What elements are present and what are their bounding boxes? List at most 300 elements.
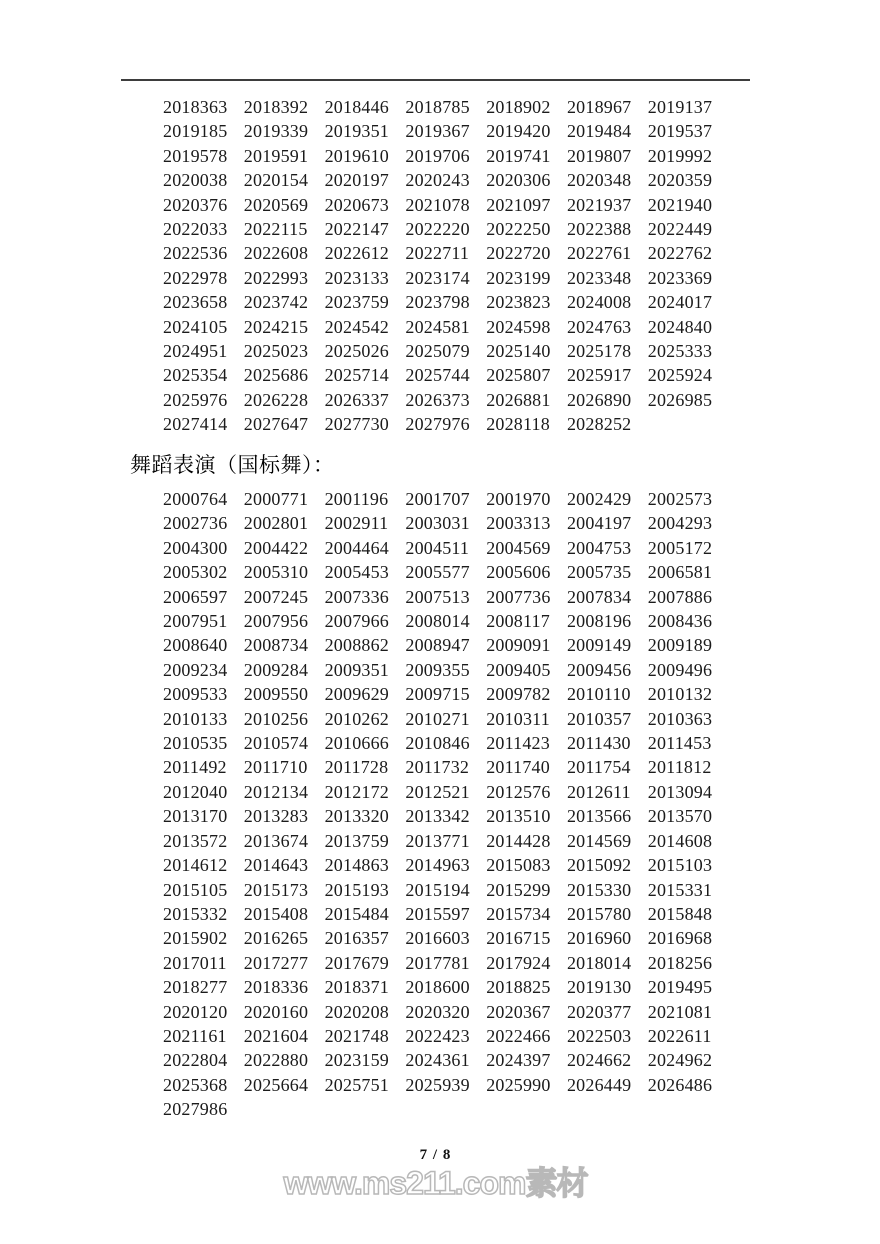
candidate-number: 2019807 [566, 145, 632, 166]
candidate-number: 2007966 [324, 611, 389, 632]
candidate-number-row [163, 633, 729, 657]
candidate-number: 2028118 [486, 414, 550, 435]
candidate-number-row [163, 731, 729, 755]
candidate-number: 2012611 [566, 781, 631, 802]
candidate-number: 2022993 [243, 267, 309, 288]
candidate-number: 2012172 [324, 781, 389, 802]
candidate-number-row [163, 829, 729, 853]
candidate-number: 2004300 [163, 537, 228, 558]
candidate-number: 2004422 [243, 537, 309, 558]
candidate-number-row [163, 755, 729, 779]
candidate-number: 2024581 [405, 316, 470, 337]
candidate-number-row [163, 119, 729, 143]
candidate-number: 2015848 [647, 903, 713, 924]
candidate-number: 2019495 [647, 977, 713, 998]
candidate-number: 2013771 [405, 830, 470, 851]
candidate-number: 2020243 [405, 170, 470, 191]
candidate-number: 2013342 [405, 806, 470, 827]
candidate-number: 2002911 [324, 513, 389, 534]
candidate-number: 2025079 [405, 341, 470, 362]
candidate-number: 2021081 [647, 1001, 713, 1022]
candidate-number: 2025990 [486, 1074, 551, 1095]
candidate-number: 2022720 [486, 243, 551, 264]
candidate-number: 2011423 [486, 733, 550, 754]
candidate-number: 2022503 [566, 1025, 632, 1046]
candidate-number: 2023133 [324, 267, 389, 288]
candidate-number: 2027730 [324, 414, 389, 435]
candidate-number-row [163, 315, 729, 339]
candidate-number: 2018392 [243, 97, 309, 117]
candidate-number: 2004569 [486, 537, 551, 558]
candidate-number: 2026985 [647, 389, 713, 410]
candidate-number: 2013094 [647, 781, 713, 802]
candidate-number: 2021937 [566, 194, 632, 215]
candidate-number: 2014963 [405, 855, 470, 876]
candidate-number: 2023199 [486, 267, 551, 288]
candidate-number: 2018967 [566, 97, 632, 117]
candidate-number: 2013566 [566, 806, 632, 827]
candidate-number: 2015330 [566, 879, 632, 900]
candidate-number: 2014863 [324, 855, 389, 876]
candidate-number: 2016960 [566, 928, 632, 949]
candidate-number-row [163, 266, 729, 290]
candidate-number: 2022220 [405, 219, 470, 240]
candidate-number: 2009715 [405, 684, 470, 705]
candidate-number: 2002573 [647, 489, 713, 509]
candidate-number: 2022880 [243, 1050, 309, 1071]
candidate-number: 2023798 [405, 292, 470, 313]
candidate-number: 2009405 [486, 659, 551, 680]
candidate-number: 2008862 [324, 635, 389, 656]
candidate-number: 2023159 [324, 1050, 389, 1071]
candidate-number: 2024017 [647, 292, 713, 313]
candidate-number: 2010574 [243, 733, 309, 754]
candidate-number: 2007886 [647, 586, 713, 607]
candidate-number: 2007956 [243, 611, 309, 632]
candidate-number: 2011812 [647, 757, 712, 778]
candidate-number: 2015902 [163, 928, 228, 949]
candidate-number: 2018600 [405, 977, 470, 998]
candidate-number: 2026890 [566, 389, 632, 410]
candidate-number: 2015105 [163, 879, 228, 900]
candidate-number: 2022761 [566, 243, 632, 264]
candidate-number: 2022388 [566, 219, 632, 240]
candidate-number: 2005302 [163, 562, 228, 583]
candidate-number-row [163, 902, 729, 926]
candidate-number-row [163, 878, 729, 902]
candidate-number-row [163, 585, 729, 609]
candidate-number: 2019420 [486, 121, 551, 142]
candidate-number: 2019351 [324, 121, 389, 142]
candidate-number: 2004464 [324, 537, 389, 558]
candidate-number: 2009149 [566, 635, 632, 656]
candidate-number: 2015194 [405, 879, 470, 900]
candidate-number: 2007951 [163, 611, 228, 632]
candidate-number: 2019992 [647, 145, 713, 166]
candidate-number: 2009091 [486, 635, 551, 656]
candidate-number: 2010271 [405, 708, 470, 729]
candidate-number: 2019367 [405, 121, 470, 142]
candidate-number: 2008947 [405, 635, 470, 656]
candidate-number: 2003313 [486, 513, 551, 534]
candidate-number: 2010256 [243, 708, 309, 729]
candidate-number: 2019578 [163, 145, 228, 166]
candidate-number: 2022612 [324, 243, 389, 264]
candidate-number: 2011732 [405, 757, 470, 778]
candidate-number: 2024763 [566, 316, 632, 337]
candidate-number: 2005310 [243, 562, 309, 583]
candidate-number: 2008640 [163, 635, 228, 656]
candidate-number: 2022250 [486, 219, 551, 240]
candidate-number: 2008196 [566, 611, 632, 632]
candidate-number: 2004293 [647, 513, 713, 534]
candidate-number: 2015193 [324, 879, 389, 900]
candidate-number: 2004511 [405, 537, 470, 558]
candidate-number-row [163, 951, 729, 975]
candidate-number: 2020320 [405, 1001, 470, 1022]
candidate-number: 2006597 [163, 586, 228, 607]
candidate-number: 2019185 [163, 121, 228, 142]
candidate-number-row [163, 193, 729, 217]
candidate-number: 2000764 [163, 489, 228, 509]
candidate-number: 2022147 [324, 219, 389, 240]
candidate-number: 2015083 [486, 855, 551, 876]
candidate-number: 2025751 [324, 1074, 389, 1095]
candidate-number: 2015331 [647, 879, 713, 900]
candidate-number: 2025354 [163, 365, 228, 386]
candidate-number: 2013510 [486, 806, 551, 827]
candidate-number-row [163, 487, 729, 511]
candidate-number: 2020377 [566, 1001, 632, 1022]
candidate-number: 2015780 [566, 903, 632, 924]
candidate-number: 2018363 [163, 97, 228, 117]
candidate-number: 2027647 [243, 414, 309, 435]
candidate-number-row [163, 1097, 729, 1121]
candidate-number: 2026373 [405, 389, 470, 410]
candidate-number-row [163, 1000, 729, 1024]
candidate-number: 2022611 [647, 1025, 712, 1046]
candidate-number: 2013674 [243, 830, 309, 851]
candidate-number: 2020208 [324, 1001, 389, 1022]
candidate-number: 2011728 [324, 757, 389, 778]
candidate-number-grid-ballroom [163, 487, 729, 1122]
candidate-number: 2015484 [324, 903, 389, 924]
candidate-number: 2005606 [486, 562, 551, 583]
candidate-number: 2010262 [324, 708, 389, 729]
candidate-number: 2018902 [486, 97, 551, 117]
candidate-number: 2011754 [566, 757, 631, 778]
candidate-number: 2024962 [647, 1050, 713, 1071]
candidate-number: 2009456 [566, 659, 632, 680]
candidate-number-row [163, 1024, 729, 1048]
candidate-number: 2012576 [486, 781, 551, 802]
candidate-number: 2001970 [486, 489, 551, 509]
candidate-number: 2020348 [566, 170, 632, 191]
candidate-number-row [163, 975, 729, 999]
candidate-number: 2007245 [243, 586, 309, 607]
candidate-number-row [163, 1048, 729, 1072]
candidate-number: 2024008 [566, 292, 632, 313]
candidate-number: 2026449 [566, 1074, 632, 1095]
candidate-number: 2019706 [405, 145, 470, 166]
candidate-number: 2025917 [566, 365, 632, 386]
section-heading-ballroom-dance: 舞蹈表演（国标舞）： [130, 453, 335, 477]
candidate-number-row [163, 290, 729, 314]
candidate-number-row [163, 412, 729, 436]
candidate-number: 2014569 [566, 830, 632, 851]
candidate-number: 2011492 [163, 757, 227, 778]
candidate-number: 2019741 [486, 145, 551, 166]
candidate-number: 2019130 [566, 977, 632, 998]
candidate-number-row [163, 682, 729, 706]
candidate-number-row [163, 536, 729, 560]
candidate-number-row [163, 926, 729, 950]
candidate-number: 2004753 [566, 537, 632, 558]
candidate-number: 2022762 [647, 243, 713, 264]
candidate-number: 2025333 [647, 341, 713, 362]
candidate-number: 2025178 [566, 341, 632, 362]
candidate-number: 2005577 [405, 562, 470, 583]
candidate-number: 2001196 [324, 489, 389, 509]
candidate-number: 2020569 [243, 194, 309, 215]
candidate-number: 2011740 [486, 757, 550, 778]
candidate-number: 2019339 [243, 121, 309, 142]
candidate-number: 2020160 [243, 1001, 309, 1022]
candidate-number: 2017011 [163, 952, 227, 973]
candidate-number: 2024397 [486, 1050, 551, 1071]
candidate-number: 2019591 [243, 145, 309, 166]
candidate-number-row [163, 339, 729, 363]
candidate-number: 2010535 [163, 733, 228, 754]
candidate-number: 2014608 [647, 830, 713, 851]
candidate-number: 2010363 [647, 708, 713, 729]
candidate-number: 2020367 [486, 1001, 551, 1022]
candidate-number: 2022033 [163, 219, 228, 240]
candidate-number-row [163, 658, 729, 682]
candidate-number: 2018371 [324, 977, 389, 998]
candidate-number: 2024361 [405, 1050, 470, 1071]
candidate-number: 2017924 [486, 952, 551, 973]
candidate-number: 2013283 [243, 806, 309, 827]
candidate-number: 2014428 [486, 830, 551, 851]
candidate-number: 2022978 [163, 267, 228, 288]
candidate-number: 2025714 [324, 365, 389, 386]
candidate-number: 2015597 [405, 903, 470, 924]
candidate-number: 2025924 [647, 365, 713, 386]
candidate-number: 2020359 [647, 170, 713, 191]
candidate-number: 2011710 [243, 757, 308, 778]
candidate-number: 2024598 [486, 316, 551, 337]
candidate-number: 2017277 [243, 952, 309, 973]
candidate-number: 2024542 [324, 316, 389, 337]
candidate-number-row [163, 363, 729, 387]
page-number: 7 / 8 [419, 1147, 452, 1163]
candidate-number: 2010110 [566, 684, 631, 705]
candidate-number: 2015332 [163, 903, 228, 924]
candidate-number: 2024215 [243, 316, 309, 337]
candidate-number: 2021161 [163, 1025, 227, 1046]
candidate-number: 2027976 [405, 414, 470, 435]
candidate-number: 2013570 [647, 806, 713, 827]
candidate-number: 2024662 [566, 1050, 632, 1071]
candidate-number: 2016715 [486, 928, 551, 949]
candidate-number: 2025023 [243, 341, 309, 362]
candidate-number: 2007513 [405, 586, 470, 607]
candidate-number: 2026228 [243, 389, 309, 410]
candidate-number: 2012040 [163, 781, 228, 802]
candidate-number: 2025807 [486, 365, 551, 386]
candidate-number: 2015408 [243, 903, 309, 924]
candidate-number: 2013170 [163, 806, 228, 827]
candidate-number: 2023759 [324, 292, 389, 313]
candidate-number: 2016603 [405, 928, 470, 949]
candidate-number: 2024105 [163, 316, 228, 337]
candidate-number: 2005735 [566, 562, 632, 583]
candidate-number: 2007736 [486, 586, 551, 607]
candidate-number: 2021940 [647, 194, 713, 215]
candidate-number: 2005172 [647, 537, 713, 558]
candidate-number: 2014643 [243, 855, 309, 876]
candidate-number: 2025744 [405, 365, 470, 386]
candidate-number: 2000771 [243, 489, 309, 509]
candidate-number: 2020376 [163, 194, 228, 215]
candidate-number: 2022711 [405, 243, 470, 264]
candidate-number-row [163, 853, 729, 877]
candidate-number-row [163, 560, 729, 584]
candidate-number: 2009351 [324, 659, 389, 680]
candidate-number: 2008734 [243, 635, 309, 656]
candidate-number: 2025976 [163, 389, 228, 410]
candidate-number-row [163, 707, 729, 731]
candidate-number: 2015092 [566, 855, 632, 876]
candidate-number: 2010357 [566, 708, 632, 729]
candidate-number: 2002801 [243, 513, 309, 534]
candidate-number: 2019137 [647, 97, 713, 117]
candidate-number-row [163, 217, 729, 241]
candidate-number: 2019610 [324, 145, 389, 166]
candidate-number-row [163, 780, 729, 804]
candidate-number: 2018336 [243, 977, 309, 998]
candidate-number: 2016968 [647, 928, 713, 949]
candidate-number: 2028252 [566, 414, 632, 435]
candidate-number-row [163, 388, 729, 412]
candidate-number: 2007336 [324, 586, 389, 607]
candidate-number: 2003031 [405, 513, 470, 534]
candidate-number: 2004197 [566, 513, 632, 534]
candidate-number: 2002736 [163, 513, 228, 534]
candidate-number: 2012134 [243, 781, 309, 802]
candidate-number: 2002429 [566, 489, 632, 509]
candidate-number: 2015173 [243, 879, 309, 900]
candidate-number: 2017679 [324, 952, 389, 973]
candidate-number: 2008117 [486, 611, 550, 632]
candidate-number: 2024951 [163, 341, 228, 362]
candidate-number: 2022449 [647, 219, 713, 240]
candidate-number: 2022536 [163, 243, 228, 264]
candidate-number: 2009234 [163, 659, 228, 680]
candidate-number: 2022466 [486, 1025, 551, 1046]
candidate-number: 2020673 [324, 194, 389, 215]
candidate-number-row [163, 241, 729, 265]
candidate-number: 2018825 [486, 977, 551, 998]
candidate-number: 2026337 [324, 389, 389, 410]
candidate-number: 2027414 [163, 414, 228, 435]
candidate-number: 2018446 [324, 97, 389, 117]
candidate-number: 2023742 [243, 292, 309, 313]
candidate-number: 2016265 [243, 928, 309, 949]
candidate-number: 2027986 [163, 1099, 228, 1120]
candidate-number: 2018785 [405, 97, 470, 117]
candidate-number: 2008014 [405, 611, 470, 632]
candidate-number-grid-top [163, 95, 729, 437]
candidate-number: 2022115 [243, 219, 308, 240]
watermark-text: www.ms211.com素材 [283, 1165, 588, 1201]
candidate-number: 2023823 [486, 292, 551, 313]
candidate-number: 2018256 [647, 952, 713, 973]
candidate-number: 2020038 [163, 170, 228, 191]
candidate-number-row [163, 168, 729, 192]
candidate-number: 2008436 [647, 611, 713, 632]
candidate-number: 2022608 [243, 243, 309, 264]
candidate-number: 2013759 [324, 830, 389, 851]
candidate-number: 2012521 [405, 781, 470, 802]
candidate-number: 2010666 [324, 733, 389, 754]
candidate-number: 2023369 [647, 267, 713, 288]
candidate-number: 2013572 [163, 830, 228, 851]
candidate-number: 2010846 [405, 733, 470, 754]
candidate-number: 2022423 [405, 1025, 470, 1046]
candidate-number: 2009189 [647, 635, 713, 656]
candidate-number: 2021748 [324, 1025, 389, 1046]
candidate-number: 2005453 [324, 562, 389, 583]
candidate-number: 2025664 [243, 1074, 309, 1095]
candidate-number: 2021097 [486, 194, 551, 215]
candidate-number: 2016357 [324, 928, 389, 949]
candidate-number: 2023348 [566, 267, 632, 288]
candidate-number: 2018014 [566, 952, 632, 973]
candidate-number: 2013320 [324, 806, 389, 827]
candidate-number: 2015103 [647, 855, 713, 876]
candidate-number: 2009782 [486, 684, 551, 705]
candidate-number: 2022804 [163, 1050, 228, 1071]
candidate-number: 2015734 [486, 903, 551, 924]
candidate-number: 2021078 [405, 194, 470, 215]
candidate-number-row [163, 804, 729, 828]
candidate-number-row [163, 95, 729, 119]
candidate-number: 2010132 [647, 684, 713, 705]
candidate-number: 2001707 [405, 489, 470, 509]
candidate-number: 2009533 [163, 684, 228, 705]
candidate-number: 2009496 [647, 659, 713, 680]
candidate-number: 2014612 [163, 855, 228, 876]
candidate-number: 2015299 [486, 879, 551, 900]
candidate-number: 2009355 [405, 659, 470, 680]
candidate-number-row [163, 511, 729, 535]
candidate-number: 2018277 [163, 977, 228, 998]
candidate-number: 2026881 [486, 389, 551, 410]
candidate-number: 2009629 [324, 684, 389, 705]
candidate-number: 2023658 [163, 292, 228, 313]
candidate-number: 2009550 [243, 684, 309, 705]
candidate-number-row [163, 609, 729, 633]
candidate-number: 2019537 [647, 121, 713, 142]
candidate-number: 2023174 [405, 267, 470, 288]
candidate-number: 2007834 [566, 586, 632, 607]
candidate-number: 2011430 [566, 733, 631, 754]
candidate-number: 2020120 [163, 1001, 228, 1022]
candidate-number: 2025939 [405, 1074, 470, 1095]
candidate-number: 2026486 [647, 1074, 713, 1095]
